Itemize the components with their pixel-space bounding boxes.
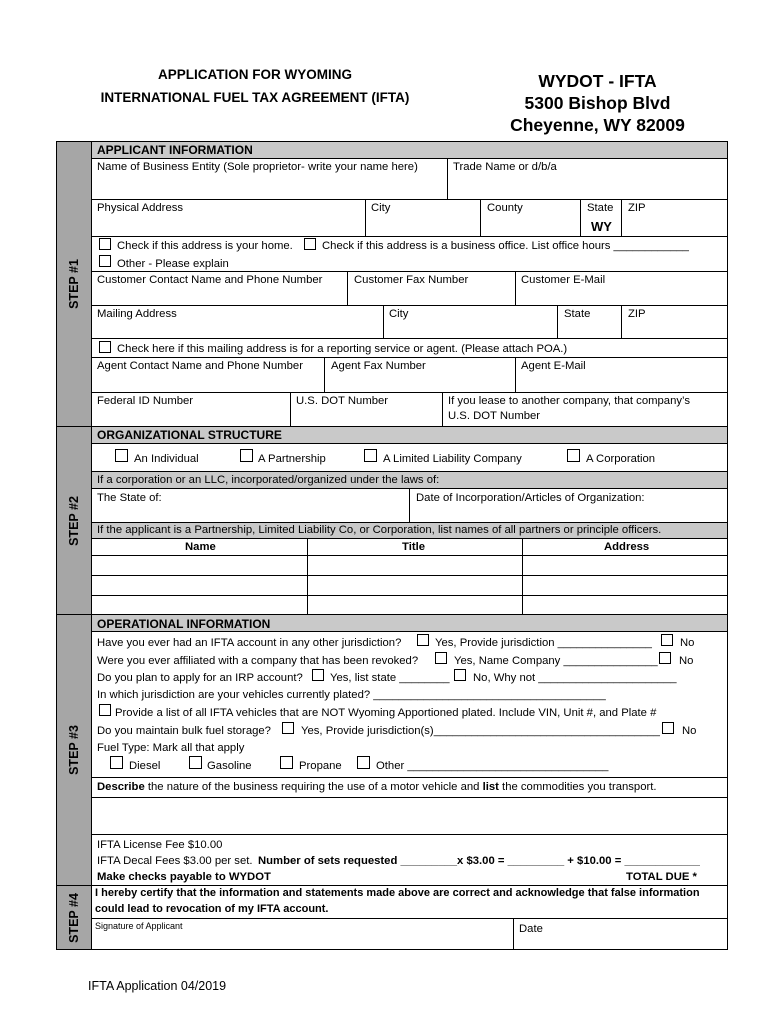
form-title-line1: APPLICATION FOR WYOMING [158, 67, 352, 82]
agency-city: Cheyenne, WY 82009 [510, 115, 685, 135]
federal-id-field[interactable] [96, 409, 286, 424]
partners-note: If the applicant is a Partnership, Limited Liability Co, or Corporation, list names of all partners or principle officers. [97, 524, 662, 536]
irp-yes-checkbox[interactable] [312, 669, 324, 681]
agent-contact-field[interactable] [96, 375, 321, 390]
agency-name: WYDOT - IFTA [538, 71, 657, 91]
certification-statement-line2: could lead to revocation of my IFTA account. [95, 903, 329, 915]
officers-col-address: Address [604, 541, 650, 553]
llc-label: A Limited Liability Company [383, 453, 522, 465]
vehicle-list-label: Provide a list of all IFTA vehicles that are NOT Wyoming Apportioned plated. Include VIN, Unit #, and Plate # [115, 707, 657, 719]
reporting-service-label: Check here if this mailing address is for a reporting service or agent. (Please attach POA.) [117, 343, 568, 355]
reporting-service-checkbox[interactable] [99, 341, 111, 353]
city-field[interactable] [370, 218, 477, 234]
agent-email-label: Agent E-Mail [521, 360, 586, 372]
office-address-label: Check if this address is a business office. List office hours ____________ [322, 240, 689, 252]
lease-dot-label-line1: If you lease to another company, that company’s [448, 395, 690, 407]
other-fuel-label: Other ________________________________ [376, 760, 609, 772]
contact-name-field[interactable] [96, 289, 344, 303]
contact-name-label: Customer Contact Name and Phone Number [97, 274, 323, 286]
home-address-checkbox[interactable] [99, 238, 111, 250]
signature-date-field[interactable] [550, 921, 724, 946]
revoked-yes-label: Yes, Name Company _______________ [454, 655, 658, 667]
incorporated-note: If a corporation or an LLC, incorporated/organized under the laws of: [97, 474, 440, 486]
county-label: County [487, 202, 523, 214]
revoked-no-checkbox[interactable] [659, 652, 671, 664]
mailing-zip-label: ZIP [628, 308, 646, 320]
dot-number-field[interactable] [295, 409, 439, 424]
incorporation-date-field[interactable] [415, 506, 724, 520]
propane-checkbox[interactable] [280, 756, 293, 769]
plated-jurisdiction-question: In which jurisdiction are your vehicles currently plated? _____________________________________ [97, 689, 606, 701]
ifta-history-question: Have you ever had an IFTA account in any other jurisdiction? [97, 637, 402, 649]
checks-payable-note: Make checks payable to WYDOT [97, 871, 271, 883]
customer-email-field[interactable] [520, 289, 724, 303]
signature-date-label: Date [519, 923, 543, 935]
operational-section-title: OPERATIONAL INFORMATION [97, 617, 271, 631]
gasoline-label: Gasoline [207, 760, 252, 772]
mailing-zip-field[interactable] [627, 322, 724, 336]
other-address-checkbox[interactable] [99, 255, 111, 267]
partnership-label: A Partnership [258, 453, 326, 465]
step-2-label: STEP #2 [56, 426, 92, 615]
agent-fax-label: Agent Fax Number [331, 360, 426, 372]
state-of-label: The State of: [97, 492, 162, 504]
total-due-label: TOTAL DUE * [626, 871, 697, 883]
officers-col-name: Name [185, 541, 216, 553]
federal-id-label: Federal ID Number [97, 395, 194, 407]
mailing-city-field[interactable] [388, 322, 554, 336]
step-3-label: STEP #3 [56, 614, 92, 886]
organization-section-title: ORGANIZATIONAL STRUCTURE [97, 428, 282, 442]
irp-no-label: No, Why not ______________________ [473, 672, 677, 684]
zip-label: ZIP [628, 202, 646, 214]
revoked-yes-checkbox[interactable] [435, 652, 447, 664]
mailing-address-label: Mailing Address [97, 308, 177, 320]
step-1-label: STEP #1 [56, 141, 92, 427]
propane-label: Propane [299, 760, 342, 772]
fuel-type-label: Fuel Type: Mark all that apply [97, 742, 245, 754]
mailing-state-field[interactable] [563, 322, 618, 336]
office-address-checkbox[interactable] [304, 238, 316, 250]
form-version-footer: IFTA Application 04/2019 [88, 979, 227, 993]
agent-fax-field[interactable] [330, 375, 512, 390]
gasoline-checkbox[interactable] [189, 756, 202, 769]
ifta-history-no-checkbox[interactable] [661, 634, 673, 646]
customer-fax-field[interactable] [352, 289, 512, 303]
state-label: State [587, 202, 614, 214]
customer-email-label: Customer E-Mail [521, 274, 606, 286]
corporation-label: A Corporation [586, 453, 656, 465]
applicant-section-title: APPLICANT INFORMATION [97, 143, 253, 157]
ifta-history-yes-label: Yes, Provide jurisdiction _______________ [435, 637, 652, 649]
signature-field[interactable] [93, 933, 511, 948]
form-title-line2: INTERNATIONAL FUEL TAX AGREEMENT (IFTA) [100, 90, 410, 105]
home-address-label: Check if this address is your home. [117, 240, 293, 252]
license-fee-text: IFTA License Fee $10.00 [97, 839, 223, 851]
describe-business-field[interactable] [96, 800, 724, 832]
physical-address-label: Physical Address [97, 202, 184, 214]
lease-dot-label-line2: U.S. DOT Number [448, 410, 541, 422]
physical-address-field[interactable] [96, 218, 362, 234]
describe-business-label: Describe the nature of the business requiring the use of a motor vehicle and list the commodities you transport. [97, 781, 657, 793]
bulk-fuel-yes-label: Yes, Provide jurisdiction(s)____________________________________ [301, 725, 660, 737]
bulk-fuel-yes-checkbox[interactable] [282, 722, 294, 734]
mailing-address-field[interactable] [96, 322, 380, 336]
signature-label: Signature of Applicant [95, 921, 183, 931]
other-fuel-checkbox[interactable] [357, 756, 370, 769]
bulk-fuel-question: Do you maintain bulk fuel storage? [97, 725, 271, 737]
decal-fee-text: IFTA Decal Fees $3.00 per set. [97, 855, 253, 867]
irp-question: Do you plan to apply for an IRP account? [97, 672, 303, 684]
step-4-label: STEP #4 [56, 885, 92, 950]
agent-contact-label: Agent Contact Name and Phone Number [97, 360, 303, 372]
bulk-fuel-no-label: No [682, 725, 697, 737]
state-value: WY [591, 219, 612, 234]
zip-field[interactable] [627, 218, 724, 234]
irp-yes-label: Yes, list state ________ [330, 672, 450, 684]
agent-email-field[interactable] [520, 375, 724, 390]
ifta-history-yes-checkbox[interactable] [417, 634, 429, 646]
individual-checkbox[interactable] [115, 449, 128, 462]
mailing-city-label: City [389, 308, 409, 320]
diesel-checkbox[interactable] [110, 756, 123, 769]
trade-name-field[interactable] [452, 178, 724, 197]
state-of-field[interactable] [96, 506, 406, 520]
agency-street: 5300 Bishop Blvd [524, 93, 671, 113]
llc-checkbox[interactable] [364, 449, 377, 462]
irp-no-checkbox[interactable] [454, 669, 466, 681]
trade-name-label: Trade Name or d/b/a [453, 161, 557, 173]
other-address-label: Other - Please explain [117, 258, 229, 270]
diesel-label: Diesel [129, 760, 161, 772]
partnership-checkbox[interactable] [240, 449, 253, 462]
business-name-label: Name of Business Entity (Sole proprietor- write your name here) [97, 161, 418, 173]
bulk-fuel-no-checkbox[interactable] [662, 722, 674, 734]
vehicle-list-checkbox[interactable] [99, 704, 111, 716]
dot-number-label: U.S. DOT Number [296, 395, 389, 407]
decal-calculation: Number of sets requested _________x $3.00 = _________ + $10.00 = ____________ [258, 855, 700, 867]
business-name-field[interactable] [96, 178, 444, 197]
individual-label: An Individual [134, 453, 199, 465]
mailing-state-label: State [564, 308, 591, 320]
customer-fax-label: Customer Fax Number [354, 274, 469, 286]
certification-statement-line1: I hereby certify that the information and statements made above are correct and acknowledge that false information [95, 887, 700, 899]
incorporation-date-label: Date of Incorporation/Articles of Organization: [416, 492, 645, 504]
revoked-no-label: No [679, 655, 694, 667]
corporation-checkbox[interactable] [567, 449, 580, 462]
county-field[interactable] [486, 218, 578, 234]
revoked-question: Were you ever affiliated with a company that has been revoked? [97, 655, 419, 667]
city-label: City [371, 202, 391, 214]
officers-col-title: Title [402, 541, 426, 553]
ifta-history-no-label: No [680, 637, 695, 649]
